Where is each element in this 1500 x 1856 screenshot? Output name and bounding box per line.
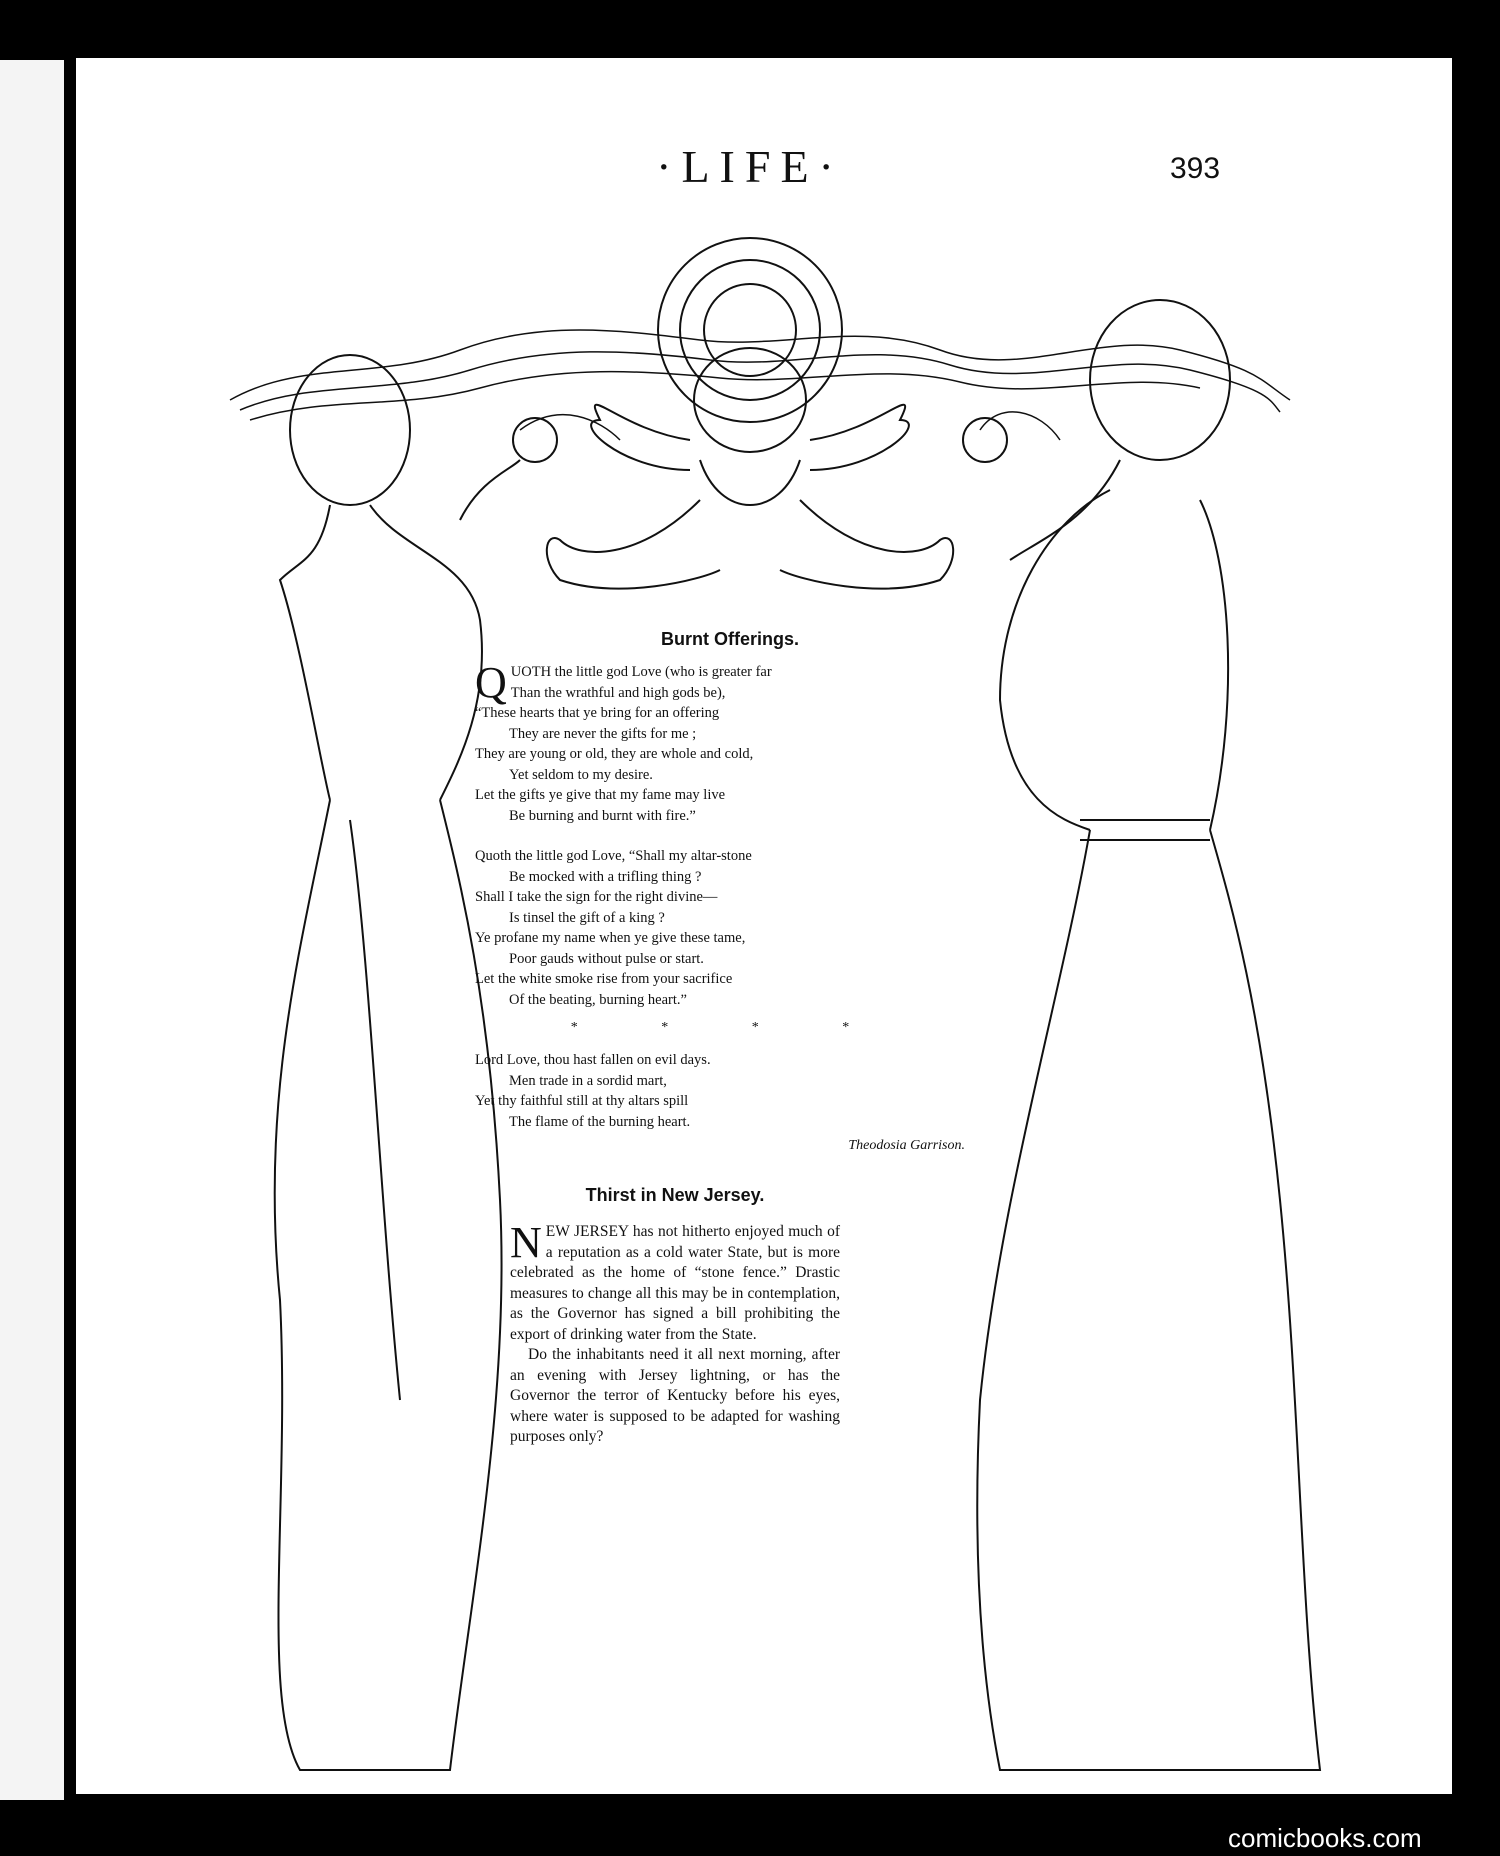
poem-title: Burnt Offerings. <box>661 629 799 649</box>
poem-line: Quoth the little god Love, “Shall my altar-stone <box>475 848 752 864</box>
poem-stanza-1 <box>475 658 985 826</box>
article-dropcap: N <box>510 1218 542 1267</box>
poem-line: They are never the gifts for me ; <box>509 725 697 742</box>
article-thirst-in-new-jersey <box>510 1185 840 1448</box>
poem-line: Of the beating, burning heart.” <box>509 991 687 1008</box>
poem-ornament: * * * * <box>570 1020 890 1035</box>
page-number: 393 <box>1170 152 1221 185</box>
poem-line: Poor gauds without pulse or start. <box>509 950 704 967</box>
poem-dropcap: Q <box>475 658 507 707</box>
poem-line: Yet thy faithful still at thy altars spill <box>475 1093 689 1109</box>
article-paragraph-text: EW JERSEY has not hitherto enjoyed much of a reputation as a cold water State, but is more celebrated as the home of “stone fence.” Drastic measures to change all this may be in contemplation, as the Governor has signed a bill prohibiting the export of drinking water from the State. <box>510 1223 840 1343</box>
poem-burnt-offerings <box>475 629 985 1154</box>
poem-line: Be mocked with a trifling thing ? <box>509 868 702 885</box>
article-paragraph: Do the inhabitants need it all next morning, after an evening with Jersey lightning, or has the Governor the terror of Kentucky before his eyes, where water is supposed to be adapted for washing purposes only? <box>510 1346 840 1445</box>
halo-icon <box>658 238 842 422</box>
article-title: Thirst in New Jersey. <box>585 1185 765 1205</box>
poem-stanza-2 <box>475 846 985 1010</box>
article-paragraph <box>510 1218 840 1345</box>
masthead: ·LIFE· <box>656 141 844 192</box>
poem-line: Shall I take the sign for the right divine— <box>475 889 718 905</box>
poem-line: Lord Love, thou hast fallen on evil days. <box>475 1052 711 1068</box>
poem-line: Be burning and burnt with fire.” <box>509 807 696 824</box>
watermark: comicbooks.com <box>1228 1823 1422 1853</box>
poem-line: The flame of the burning heart. <box>509 1113 691 1130</box>
poem-stanza-3 <box>475 1050 985 1132</box>
smoke-clouds <box>230 330 1290 440</box>
poem-line: UOTH the little god Love (who is greater far <box>510 664 772 680</box>
poem-line: Let the white smoke rise from your sacrifice <box>475 971 733 987</box>
poem-line: Than the wrathful and high gods be), <box>510 684 726 701</box>
poem-line: Men trade in a sordid mart, <box>509 1072 667 1089</box>
poem-signature: Theodosia Garrison. <box>848 1138 965 1153</box>
poem-line: They are young or old, they are whole and cold, <box>475 746 754 762</box>
poem-line: Ye profane my name when ye give these tame, <box>475 930 746 946</box>
right-woman-figure <box>963 300 1320 1770</box>
poem-line: Is tinsel the gift of a king ? <box>509 909 665 926</box>
cupid-figure <box>547 348 953 589</box>
poem-line: Yet seldom to my desire. <box>509 766 653 783</box>
poem-line: “These hearts that ye bring for an offering <box>475 705 720 721</box>
poem-line: Let the gifts ye give that my fame may live <box>475 787 726 803</box>
